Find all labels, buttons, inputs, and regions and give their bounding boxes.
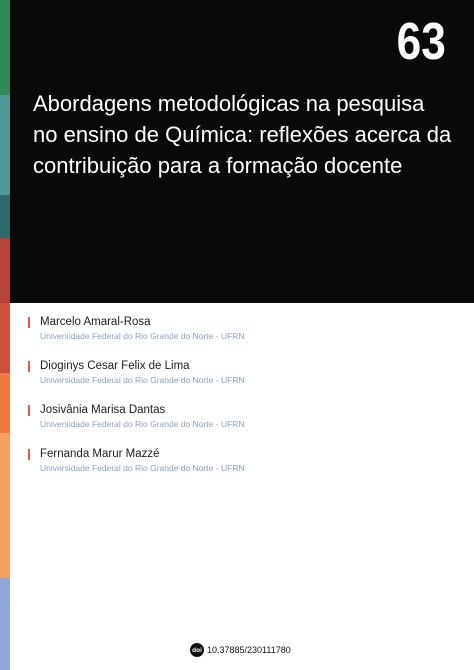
color-stripe-dark-teal xyxy=(0,195,10,238)
chapter-number: 63 xyxy=(396,13,446,71)
color-stripe-teal xyxy=(0,95,10,195)
color-stripe-green xyxy=(0,0,10,95)
author-entry xyxy=(28,447,468,474)
author-name: Josivânia Marisa Dantas xyxy=(40,404,166,416)
title-line: contribuição para a formação docente xyxy=(33,153,403,178)
author-entry xyxy=(28,359,468,386)
color-stripe-blue xyxy=(0,578,10,670)
title-line: Abordagens metodológicas na pesquisa xyxy=(33,91,425,116)
author-name: Marcelo Amaral-Rosa xyxy=(40,316,151,328)
author-affiliation: Universidade Federal do Rio Grande do Norte - UFRN xyxy=(40,331,245,341)
color-stripe-orange xyxy=(0,373,10,433)
author-affiliation: Universidade Federal do Rio Grande do Norte - UFRN xyxy=(40,375,245,385)
author-entry xyxy=(28,315,468,342)
doi-link[interactable]: 10.37885/230111780 xyxy=(207,645,291,655)
author-name: Fernanda Marur Mazzé xyxy=(40,448,160,460)
color-stripe-dark-red xyxy=(0,238,10,303)
doi-icon: doi xyxy=(190,643,204,657)
chapter-title xyxy=(33,88,463,181)
author-affiliation: Universidade Federal do Rio Grande do Norte - UFRN xyxy=(40,463,245,473)
color-stripe-light-orange xyxy=(0,433,10,578)
author-affiliation: Universidade Federal do Rio Grande do Norte - UFRN xyxy=(40,419,245,429)
color-stripe-red xyxy=(0,303,10,373)
author-name: Dioginys Cesar Felix de Lima xyxy=(40,360,190,372)
author-list xyxy=(28,315,468,491)
doi-footer xyxy=(190,643,291,657)
title-line: no ensino de Química: reflexões acerca da xyxy=(33,122,452,147)
author-entry xyxy=(28,403,468,430)
